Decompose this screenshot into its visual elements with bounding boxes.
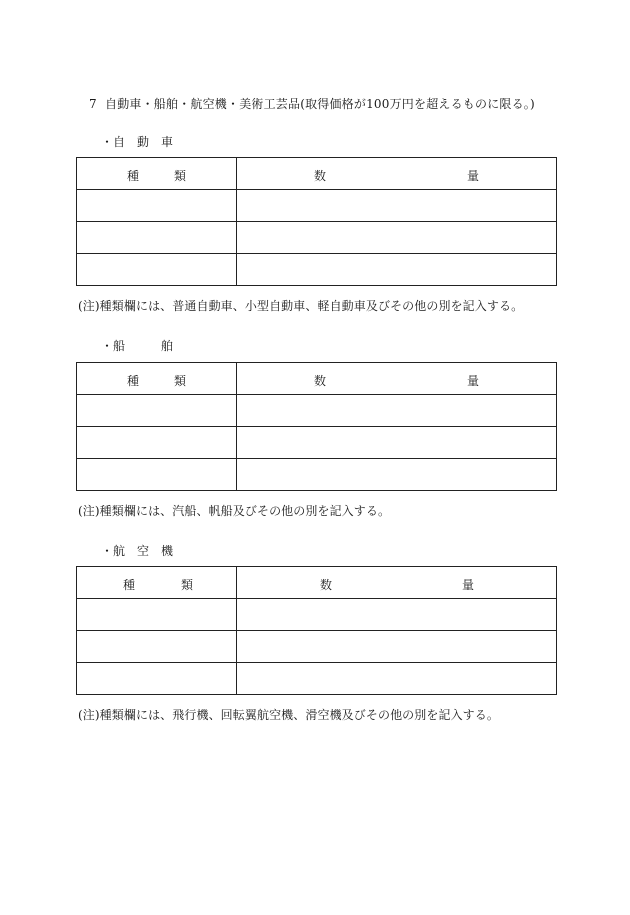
ship-note: (注)種類欄には、汽船、帆船及びその他の別を記入する。 — [78, 504, 391, 518]
ship-table — [76, 362, 557, 491]
header-qty-char-1: 数 — [314, 169, 327, 183]
kind-cell[interactable] — [77, 599, 237, 631]
automobile-table — [76, 157, 557, 286]
header-kind-char-2: 類 — [181, 578, 194, 592]
header-kind-char-1: 種 — [123, 578, 136, 592]
subsection-title-automobile: ・自 動 車 — [101, 135, 174, 149]
quantity-cell[interactable] — [237, 222, 557, 254]
aircraft-table — [76, 566, 557, 695]
table-row — [77, 254, 557, 286]
header-qty-char-1: 数 — [320, 578, 333, 592]
table-row — [77, 395, 557, 427]
kind-cell[interactable] — [77, 190, 237, 222]
aircraft-note: (注)種類欄には、飛行機、回転翼航空機、滑空機及びその他の別を記入する。 — [78, 708, 499, 722]
header-qty-char-2: 量 — [462, 578, 475, 592]
kind-cell[interactable] — [77, 631, 237, 663]
table-row — [77, 663, 557, 695]
automobile-note: (注)種類欄には、普通自動車、小型自動車、軽自動車及びその他の別を記入する。 — [78, 299, 524, 313]
table-row — [77, 459, 557, 491]
quantity-cell[interactable] — [237, 254, 557, 286]
table-header-row — [77, 363, 557, 395]
table-row — [77, 631, 557, 663]
header-qty-char-2: 量 — [467, 374, 480, 388]
kind-cell[interactable] — [77, 427, 237, 459]
subsection-title-ship: ・船 舶 — [101, 339, 174, 353]
kind-cell[interactable] — [77, 395, 237, 427]
section-number: 7 — [89, 97, 97, 111]
section-heading-text: 自動車・船舶・航空機・美術工芸品(取得価格が100万円を超えるものに限る。) — [105, 97, 535, 111]
table-row — [77, 190, 557, 222]
kind-cell[interactable] — [77, 222, 237, 254]
section-heading — [89, 95, 535, 112]
subsection-title-aircraft: ・航 空 機 — [101, 544, 174, 558]
table-header-row — [77, 158, 557, 190]
quantity-cell[interactable] — [237, 631, 557, 663]
kind-cell[interactable] — [77, 254, 237, 286]
kind-cell[interactable] — [77, 459, 237, 491]
header-kind-char-1: 種 — [127, 169, 140, 183]
quantity-cell[interactable] — [237, 459, 557, 491]
table-row — [77, 222, 557, 254]
header-qty-char-1: 数 — [314, 374, 327, 388]
quantity-cell[interactable] — [237, 427, 557, 459]
quantity-cell[interactable] — [237, 599, 557, 631]
header-kind-char-2: 類 — [174, 169, 187, 183]
quantity-cell[interactable] — [237, 663, 557, 695]
table-header-row — [77, 567, 557, 599]
quantity-cell[interactable] — [237, 395, 557, 427]
table-row — [77, 599, 557, 631]
header-kind-char-2: 類 — [174, 374, 187, 388]
header-qty-char-2: 量 — [467, 169, 480, 183]
header-kind-char-1: 種 — [127, 374, 140, 388]
table-row — [77, 427, 557, 459]
kind-cell[interactable] — [77, 663, 237, 695]
quantity-cell[interactable] — [237, 190, 557, 222]
